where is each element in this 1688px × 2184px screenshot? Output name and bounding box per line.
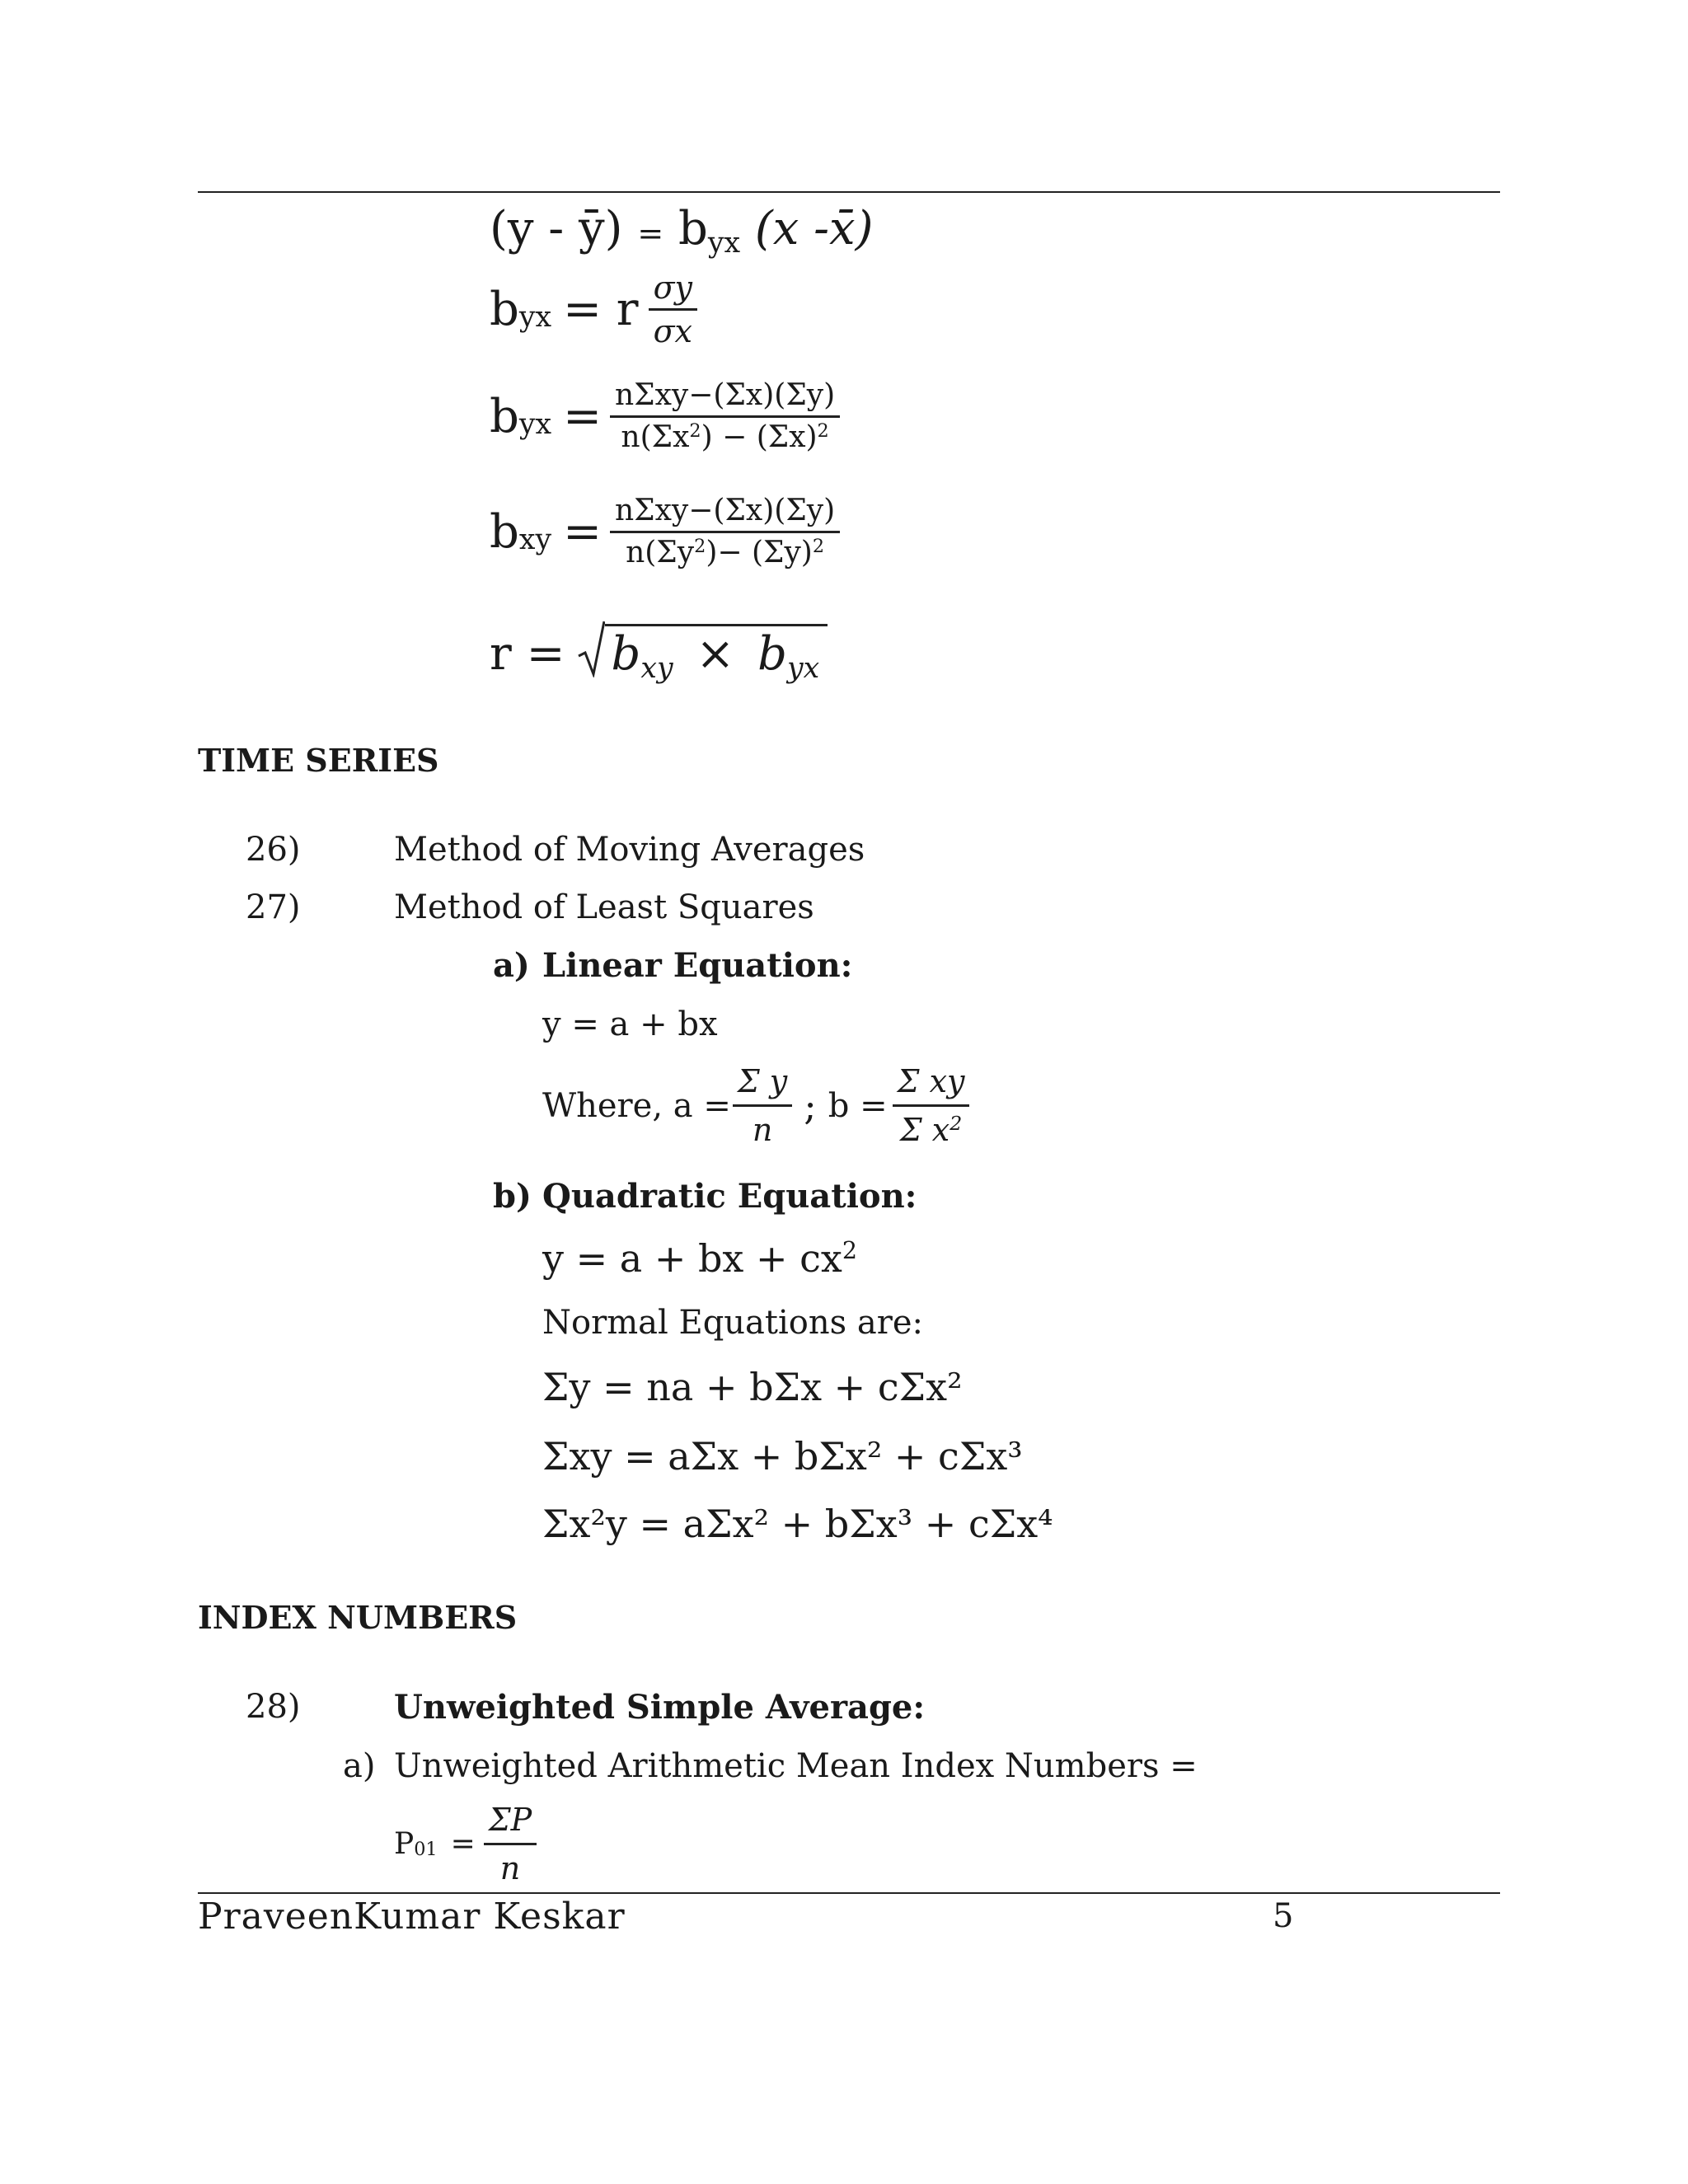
header-rule	[198, 191, 1500, 193]
eq3-equals: =	[563, 389, 602, 443]
linear-separator: ;	[804, 1083, 817, 1128]
linear-b-den-a: Σ x	[899, 1112, 950, 1148]
index-sub-label: a)	[343, 1747, 376, 1785]
item-27-text: Method of Least Squares	[394, 888, 814, 926]
eq1-b: b	[678, 202, 708, 255]
index-formula	[394, 1802, 537, 1886]
eq2-numerator: σy	[649, 272, 697, 311]
eq2-fraction	[649, 269, 697, 349]
eq4-numerator	[610, 496, 840, 533]
eq3-den-sup: 2	[689, 419, 701, 442]
linear-b-denominator	[895, 1107, 967, 1148]
eq5-sqrt	[577, 620, 828, 685]
quadratic-title: Quadratic Equation:	[542, 1177, 917, 1216]
normal-equations-label: Normal Equations are:	[542, 1304, 923, 1342]
eq5-times: ×	[696, 627, 735, 681]
eq3-b: b	[490, 389, 519, 443]
eq3-denominator	[616, 418, 833, 452]
time-series-heading: TIME SERIES	[198, 742, 439, 779]
eq4-den-sup: 2	[694, 535, 706, 557]
linear-equation: y = a + bx	[542, 1005, 718, 1043]
footer-rule	[198, 1892, 1500, 1894]
index-equals: =	[450, 1827, 476, 1861]
footer-author: PraveenKumar Keskar	[198, 1896, 626, 1938]
sqrt-radical-icon	[577, 620, 605, 677]
eq5-lhs: r =	[490, 627, 565, 681]
item-28-number: 28)	[246, 1688, 301, 1726]
item-28-title: Unweighted Simple Average:	[394, 1688, 926, 1727]
linear-b-fraction	[893, 1063, 970, 1148]
normal-equation-1: Σy = na + bΣx + cΣx²	[542, 1365, 963, 1409]
eq5-b1: b	[611, 627, 641, 681]
index-p: P	[394, 1827, 415, 1861]
index-numbers-heading: INDEX NUMBERS	[198, 1599, 518, 1636]
quadratic-equation	[542, 1236, 857, 1281]
quadratic-label: b)	[493, 1177, 532, 1216]
eq2-denominator: σx	[653, 313, 692, 349]
regression-equation-2	[490, 269, 697, 349]
index-denominator: n	[499, 1850, 521, 1886]
eq3-fraction	[610, 378, 840, 454]
item-26-number: 26)	[246, 831, 301, 869]
eq3-den-a: n(Σx	[621, 420, 690, 454]
eq5-b2: b	[757, 627, 787, 681]
eq2-b-sub: yx	[518, 300, 552, 334]
regression-equation-3	[490, 378, 840, 454]
eq3-den-b: ) − (Σx)	[701, 420, 818, 454]
eq2-equals-r: = r	[563, 282, 639, 336]
eq2-b: b	[490, 282, 519, 336]
eq1-equals: =	[637, 215, 664, 251]
linear-a-numerator: Σ y	[733, 1063, 792, 1107]
footer-page-number: 5	[1273, 1897, 1294, 1935]
eq4-b-sub: xy	[518, 523, 552, 556]
eq4-denominator	[621, 533, 829, 568]
linear-b-equals: b =	[828, 1086, 888, 1125]
eq4-b: b	[490, 504, 519, 559]
eq3-b-sub: yx	[518, 407, 552, 441]
eq3-numerator-text: nΣxy−(Σx)(Σy)	[614, 378, 836, 412]
linear-a-fraction	[733, 1063, 792, 1148]
eq4-den-b: )− (Σy)	[706, 536, 813, 569]
eq1-b-sub: yx	[707, 226, 741, 260]
eq5-b1-sub: xy	[640, 651, 673, 685]
linear-where	[542, 1063, 969, 1148]
eq3-den-sup2: 2	[817, 419, 829, 442]
linear-title: Linear Equation:	[542, 946, 853, 985]
eq5-radicand	[605, 624, 828, 685]
index-numerator: ΣP	[484, 1802, 537, 1845]
eq4-den-sup2: 2	[812, 535, 825, 557]
linear-b-den-sup: 2	[950, 1112, 963, 1136]
eq4-den-a: n(Σy	[626, 536, 695, 569]
regression-equation-4	[490, 496, 840, 568]
index-fraction	[484, 1802, 537, 1886]
eq4-fraction	[610, 496, 840, 568]
eq5-b2-sub: yx	[786, 651, 820, 685]
normal-equation-3: Σx²y = aΣx² + bΣx³ + cΣx⁴	[542, 1502, 1053, 1546]
index-sub-text: Unweighted Arithmetic Mean Index Numbers =	[394, 1747, 1198, 1785]
item-27-number: 27)	[246, 888, 301, 926]
quadratic-equation-text: y = a + bx + cx	[542, 1236, 842, 1281]
linear-where-text: Where, a =	[542, 1086, 731, 1125]
linear-b-numerator: Σ xy	[893, 1063, 970, 1107]
normal-equation-2: Σxy = aΣx + bΣx² + cΣx³	[542, 1434, 1023, 1479]
linear-a-denominator: n	[752, 1112, 773, 1148]
item-26-text: Method of Moving Averages	[394, 831, 865, 869]
regression-equation-5	[490, 620, 828, 685]
eq1-lhs: (y - ȳ)	[490, 202, 623, 255]
regression-equation-1	[490, 202, 874, 260]
eq4-numerator-text: nΣxy−(Σx)(Σy)	[614, 494, 836, 527]
index-p-sub: 01	[414, 1838, 438, 1860]
eq1-rhs: (x -x̄)	[754, 202, 874, 255]
quadratic-equation-sup: 2	[842, 1237, 858, 1265]
eq4-equals: =	[563, 504, 602, 559]
linear-label: a)	[493, 946, 530, 985]
eq3-numerator	[610, 378, 840, 418]
